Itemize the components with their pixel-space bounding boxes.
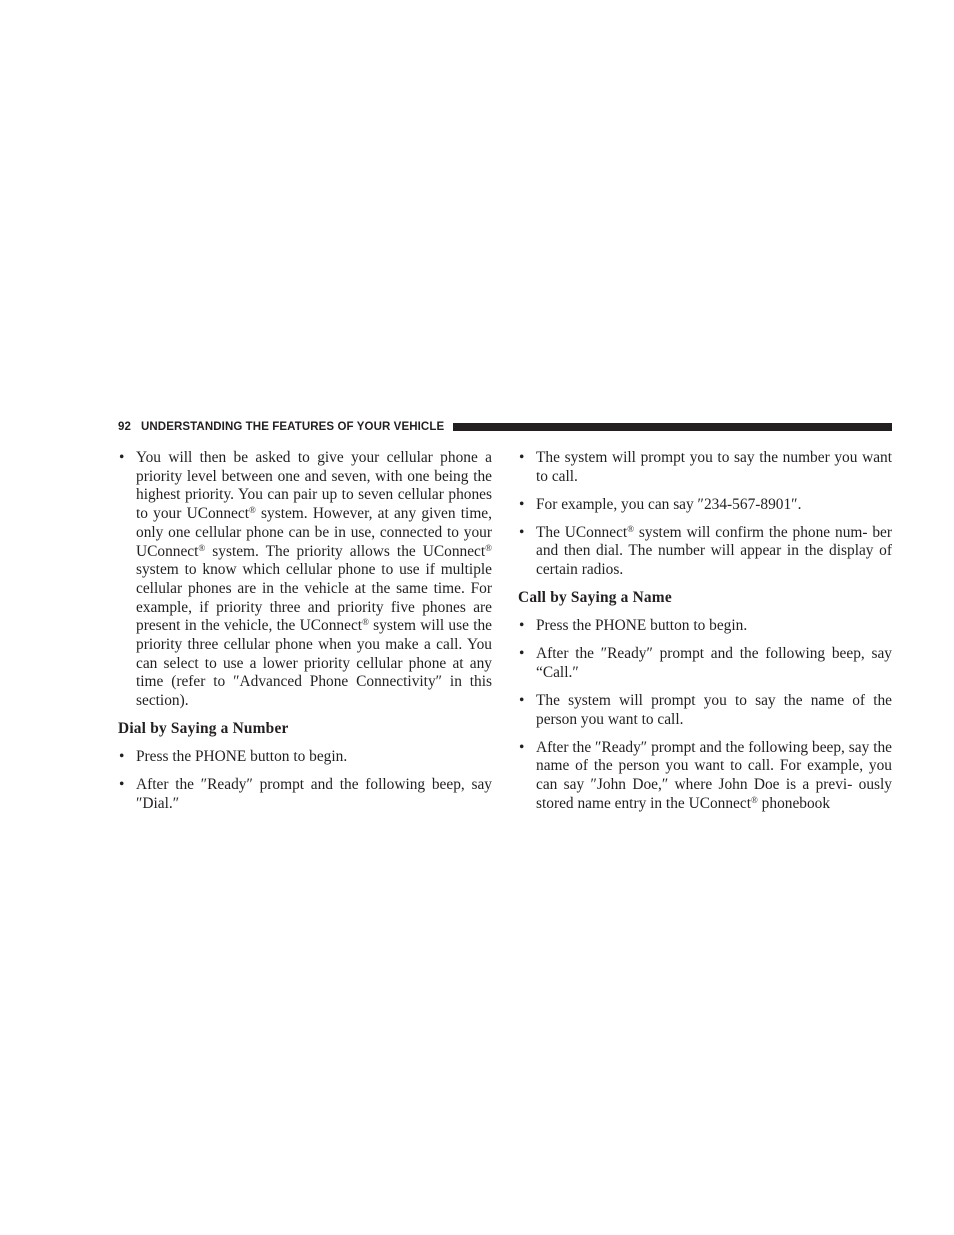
list-item: • After the ″Ready″ prompt and the following beep, say ″Dial.″ — [119, 776, 492, 812]
list-item: • Press the PHONE button to begin. — [119, 748, 348, 766]
heading-dial-by-number: Dial by Saying a Number — [118, 720, 289, 738]
list-item-priority: • You will then be asked to give your cellular phone a priority level between one and seven, with one being the highest priority. You can pair up to seven cellular phones to your UConnect® system. However, at any given time, only one cellular phone can be in use, connected to your UConnect® system. The priority allows the UConnect® system to know which cellular phone to use if multiple cellular phones are in the vehicle at the same time. For example, if priority three and priority five phones are present in the vehicle, the UConnect® system will use the priority three cellular phone when you make a call. You can select to use a lower priority cellular phone at any time (refer to ″Advanced Phone Connectivity″ in this section). — [119, 449, 492, 710]
bullet-icon: • — [519, 645, 525, 663]
page-number: 92 — [118, 421, 131, 433]
registered-mark: ® — [248, 505, 256, 516]
list-item-phonebook: • After the ″Ready″ prompt and the following beep, say the name of the person you want to call. For example, you can say ″John Doe,″ where John Doe is a previ- ously stored name entry in the UConnect® phonebook — [519, 738, 892, 812]
section-title: UNDERSTANDING THE FEATURES OF YOUR VEHICLE — [141, 421, 445, 433]
right-column — [518, 449, 892, 823]
bullet-icon: • — [519, 617, 525, 635]
list-item: • After the ″Ready″ prompt and the following beep, say “Call.″ — [519, 645, 892, 681]
list-item-confirm: • The UConnect® system will confirm the phone num- ber and then dial. The number will appear in the display of certain radios. — [519, 523, 892, 579]
left-column — [118, 449, 492, 823]
registered-mark: ® — [362, 617, 369, 628]
registered-mark: ® — [627, 523, 635, 534]
list-item: • The system will prompt you to say the number you want to call. — [519, 449, 892, 485]
bullet-icon: • — [519, 523, 525, 541]
registered-mark: ® — [198, 542, 206, 553]
bullet-icon: • — [119, 748, 125, 766]
registered-mark: ® — [485, 542, 492, 553]
list-item: • The system will prompt you to say the name of the person you want to call. — [519, 691, 892, 728]
bullet-icon: • — [119, 776, 125, 794]
bullet-icon: • — [519, 449, 525, 466]
list-item: • For example, you can say ″234-567-8901″. — [519, 495, 802, 513]
bullet-icon: • — [519, 691, 525, 709]
list-item: • Press the PHONE button to begin. — [519, 617, 748, 635]
bullet-icon: • — [519, 738, 525, 756]
registered-mark: ® — [750, 794, 758, 805]
heading-call-by-name: Call by Saying a Name — [518, 589, 672, 607]
bullet-icon: • — [119, 449, 125, 466]
page-header — [118, 419, 892, 435]
header-rule — [453, 423, 892, 431]
bullet-icon: • — [519, 495, 525, 513]
